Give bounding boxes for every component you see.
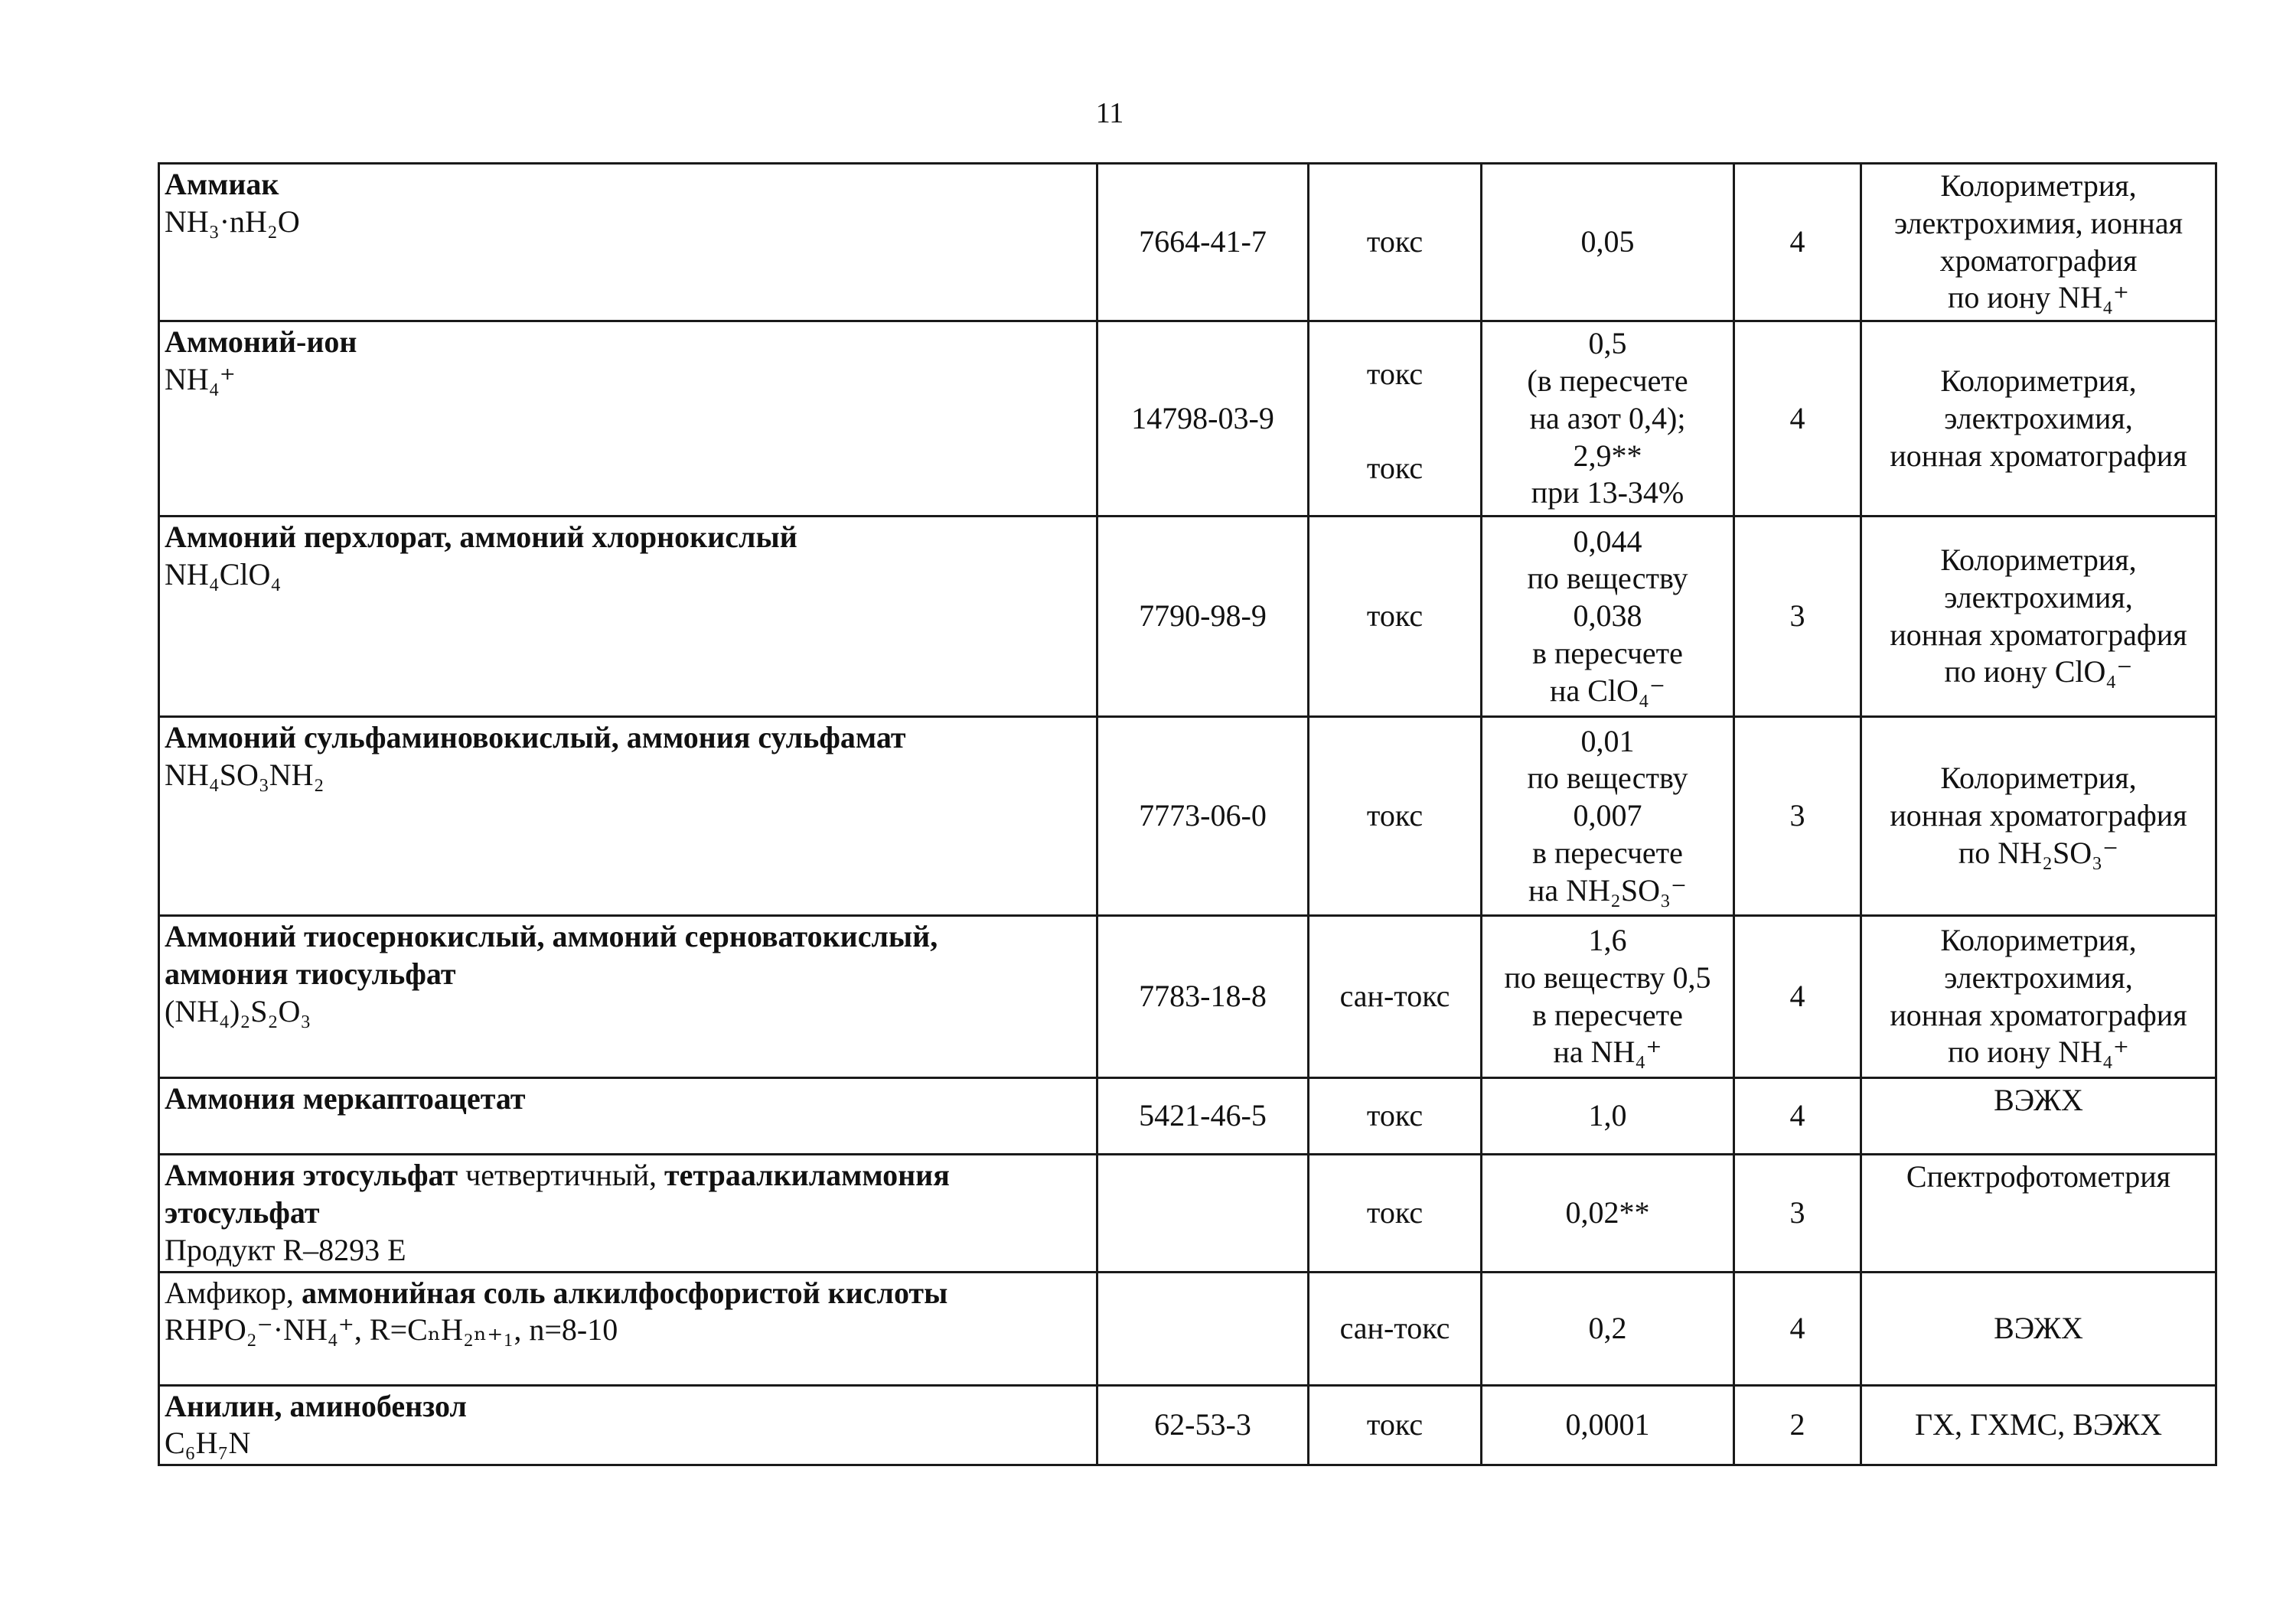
substance-name-cell: [159, 1385, 1097, 1465]
hazard-class: 4: [1734, 164, 1861, 321]
limit-value: 1,6 по веществу 0,5 в пересчете на NH₄⁺: [1482, 916, 1734, 1078]
hazard-class: 3: [1734, 717, 1861, 916]
analysis-method: Колориметрия, электрохимия, ионная хроматография по иону NH₄⁺: [1861, 164, 2216, 321]
analysis-method: Спектрофотометрия: [1861, 1155, 2216, 1272]
substance-formula: NH₄ClO₄: [165, 556, 282, 592]
cas-number: 7773-06-0: [1097, 717, 1309, 916]
hazard-class: 4: [1734, 1078, 1861, 1155]
analysis-method: Колориметрия, электрохимия, ионная хроматография по иону ClO₄⁻: [1861, 517, 2216, 717]
cas-number: 14798-03-9: [1097, 321, 1309, 517]
limit-value: 0,044 по веществу 0,038 в пересчете на ClO₄⁻: [1482, 517, 1734, 717]
table-row: [159, 916, 2216, 1078]
substance-name-cell: [159, 1272, 1097, 1385]
analysis-method: Колориметрия, ионная хроматография по NH₂SO₃⁻: [1861, 717, 2216, 916]
substance-name-qualifier: четвертичный,: [458, 1158, 665, 1193]
limit-value: 0,5 (в пересчете на азот 0,4); 2,9** при 13-34%: [1482, 321, 1734, 517]
substances-table: [158, 162, 2217, 1466]
hazard-indicator: токс: [1309, 164, 1482, 321]
substance-name: Аммония меркаптоацетат: [165, 1081, 526, 1116]
hazard-indicator: токс: [1309, 717, 1482, 916]
cas-number: 62-53-3: [1097, 1385, 1309, 1465]
hazard-class: 4: [1734, 916, 1861, 1078]
hazard-indicator: сан-токс: [1309, 1272, 1482, 1385]
substance-name-cell: [159, 1155, 1097, 1272]
cas-number: [1097, 1155, 1309, 1272]
analysis-method: ВЭЖХ: [1861, 1078, 2216, 1155]
hazard-class: 4: [1734, 1272, 1861, 1385]
table-row: [159, 517, 2216, 717]
limit-value: 0,05: [1482, 164, 1734, 321]
limit-value: 0,0001: [1482, 1385, 1734, 1465]
substance-name-alt: тетраалкиламмония этосульфат: [165, 1158, 950, 1230]
substance-name-cell: [159, 164, 1097, 321]
hazard-indicator: токс: [1309, 1155, 1482, 1272]
hazard-class: 4: [1734, 321, 1861, 517]
table-row: [159, 1078, 2216, 1155]
limit-value: 0,01 по веществу 0,007 в пересчете на NH₂SO₃⁻: [1482, 717, 1734, 916]
table-row: [159, 1155, 2216, 1272]
hazard-indicator: токс: [1309, 517, 1482, 717]
page-number: 11: [1095, 97, 1124, 129]
hazard-class: 2: [1734, 1385, 1861, 1465]
substance-name-cell: [159, 717, 1097, 916]
substance-name: Аммоний-ион: [165, 324, 357, 360]
substance-name-cell: [159, 517, 1097, 717]
cas-number: 7783-18-8: [1097, 916, 1309, 1078]
substance-formula: RHPO₂⁻·NH₄⁺, R=CₙH₂ₙ₊₁, n=8-10: [165, 1312, 618, 1348]
analysis-method: Колориметрия, электрохимия, ионная хроматография по иону NH₄⁺: [1861, 916, 2216, 1078]
substance-name: аммония тиосульфат: [165, 956, 456, 991]
substance-name: Аммоний сульфаминовокислый, аммония сульфамат: [165, 720, 906, 755]
cas-number: 7664-41-7: [1097, 164, 1309, 321]
substance-name: Аммония этосульфат: [165, 1158, 458, 1193]
limit-value: 0,2: [1482, 1272, 1734, 1385]
hazard-class: 3: [1734, 517, 1861, 717]
substance-name-cell: [159, 916, 1097, 1078]
analysis-method: ГХ, ГХМС, ВЭЖХ: [1861, 1385, 2216, 1465]
hazard-indicator: токс: [1309, 1078, 1482, 1155]
table-row: [159, 717, 2216, 916]
substance-name-alt: аммонийная соль алкилфосфористой кислоты: [301, 1275, 948, 1310]
cas-number: 5421-46-5: [1097, 1078, 1309, 1155]
cas-number: 7790-98-9: [1097, 517, 1309, 717]
substance-formula: NH₄SO₃NH₂: [165, 757, 325, 792]
hazard-indicator: сан-токс: [1309, 916, 1482, 1078]
hazard-indicator: токс токс: [1309, 321, 1482, 517]
substance-name: Аммиак: [165, 167, 279, 201]
substance-name: Амфикор,: [165, 1275, 302, 1310]
table-row: [159, 164, 2216, 321]
substance-formula: NH₃·nH₂O: [165, 204, 300, 239]
table-row: [159, 1385, 2216, 1465]
substance-name-cell: [159, 321, 1097, 517]
substance-name: Анилин, аминобензол: [165, 1388, 467, 1423]
cas-number: [1097, 1272, 1309, 1385]
hazard-class: 3: [1734, 1155, 1861, 1272]
analysis-method: ВЭЖХ: [1861, 1272, 2216, 1385]
analysis-method: Колориметрия, электрохимия, ионная хроматография: [1861, 321, 2216, 517]
substance-formula: (NH₄)₂S₂O₃: [165, 993, 311, 1028]
substance-formula: NH₄⁺: [165, 361, 236, 396]
substance-name-cell: [159, 1078, 1097, 1155]
limit-value: 1,0: [1482, 1078, 1734, 1155]
hazard-indicator: токс: [1309, 1385, 1482, 1465]
substance-name: Аммоний перхлорат, аммоний хлорнокислый: [165, 520, 797, 555]
limit-value: 0,02**: [1482, 1155, 1734, 1272]
table-row: [159, 1272, 2216, 1385]
table-row: [159, 321, 2216, 517]
substance-name: Аммоний тиосернокислый, аммоний серноватокислый,: [165, 919, 938, 954]
substance-formula: Продукт R–8293 Е: [165, 1232, 406, 1267]
substance-formula: C₆H₇N: [165, 1426, 251, 1461]
